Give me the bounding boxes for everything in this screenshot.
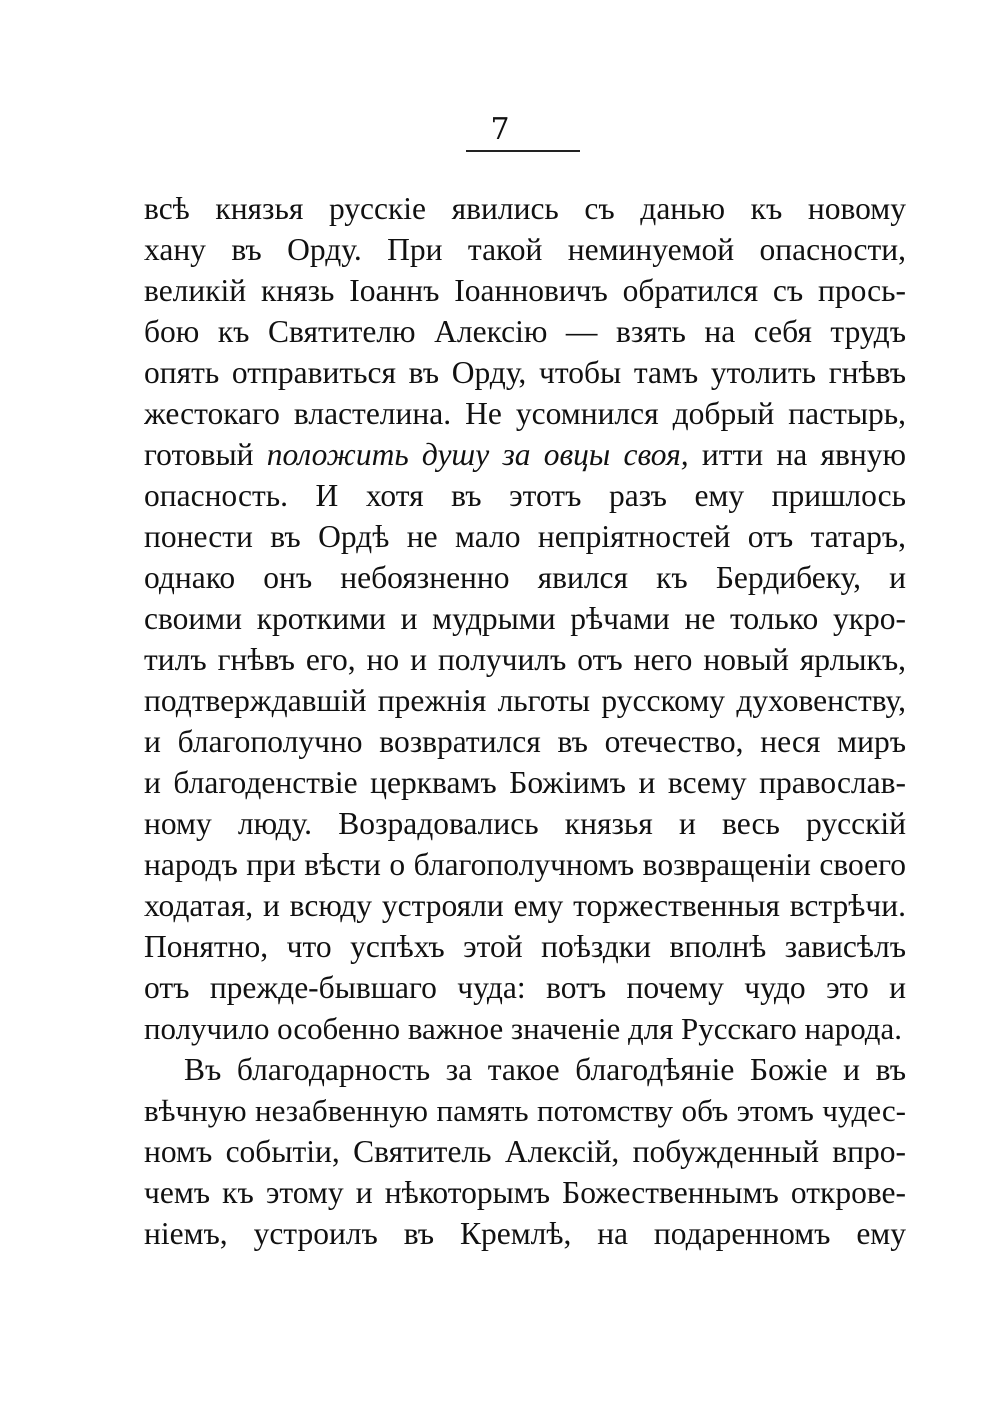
text-line: вѣчную незабвенную память потомству объ этомъ чудес- bbox=[144, 1093, 906, 1128]
text-line: отъ прежде-бывшаго чуда: вотъ почему чудо это и bbox=[144, 970, 906, 1005]
text-line: народъ при вѣсти о благополучномъ возвращеніи своего bbox=[144, 847, 906, 882]
body-text bbox=[144, 188, 906, 1254]
paragraph-last-line: получило особенно важное значеніе для Русскаго народа. bbox=[144, 1011, 902, 1046]
text-line: жестокаго властелина. Не усомнился добрый пастырь, bbox=[144, 396, 906, 431]
text-line: и благоденствіе церквамъ Божіимъ и всему православ- bbox=[144, 765, 906, 800]
text-line: чемъ къ этому и нѣкоторымъ Божественнымъ открове- bbox=[144, 1175, 906, 1210]
text-line: ніемъ, устроилъ въ Кремлѣ, на подаренномъ ему bbox=[144, 1216, 906, 1251]
text-line: опять отправиться въ Орду, чтобы тамъ утолить гнѣвъ bbox=[144, 355, 906, 390]
text-line: опасность. И хотя въ этотъ разъ ему пришлось bbox=[144, 478, 906, 513]
text-line: и благополучно возвратился въ отечество, неся миръ bbox=[144, 724, 906, 759]
text-line: понести въ Ордѣ не мало непріятностей отъ татаръ, bbox=[144, 519, 906, 554]
page-number-rule bbox=[466, 150, 580, 152]
text-line: всѣ князья русскіе явились съ данью къ новому bbox=[144, 191, 906, 226]
text-line: ному люду. Возрадовались князья и весь русскій bbox=[144, 806, 906, 841]
text-line: однако онъ небоязненно явился къ Бердибеку, и bbox=[144, 560, 906, 595]
line-text-after-quote: итти на явную bbox=[688, 437, 906, 472]
italic-quotation: положить душу за овцы своя, bbox=[266, 437, 689, 472]
text-line: ходатая, и всюду устрояли ему торжественныя встрѣчи. bbox=[144, 888, 906, 923]
text-line: тилъ гнѣвъ его, но и получилъ отъ него новый ярлыкъ, bbox=[144, 642, 906, 677]
text-line: номъ событіи, Святитель Алексій, побужденный впро- bbox=[144, 1134, 906, 1169]
paragraph-first-line: Въ благодарность за такое благодѣяніе Божіе и въ bbox=[184, 1052, 906, 1087]
text-line: хану въ Орду. При такой неминуемой опасности, bbox=[144, 232, 906, 267]
text-line: бою къ Святителю Алексію — взять на себя трудъ bbox=[144, 314, 906, 349]
text-line: своими кроткими и мудрыми рѣчами не только укро- bbox=[144, 601, 906, 636]
page-number: 7 bbox=[490, 112, 510, 147]
line-text-before-quote: готовый bbox=[144, 437, 267, 472]
text-line: Понятно, что успѣхъ этой поѣздки вполнѣ зависѣлъ bbox=[144, 929, 906, 964]
text-line: великій князь Іоаннъ Іоанновичъ обратился съ прось- bbox=[144, 273, 906, 308]
text-line-with-quotation bbox=[144, 434, 906, 475]
text-line: подтверждавшій прежнія льготы русскому духовенству, bbox=[144, 683, 906, 718]
